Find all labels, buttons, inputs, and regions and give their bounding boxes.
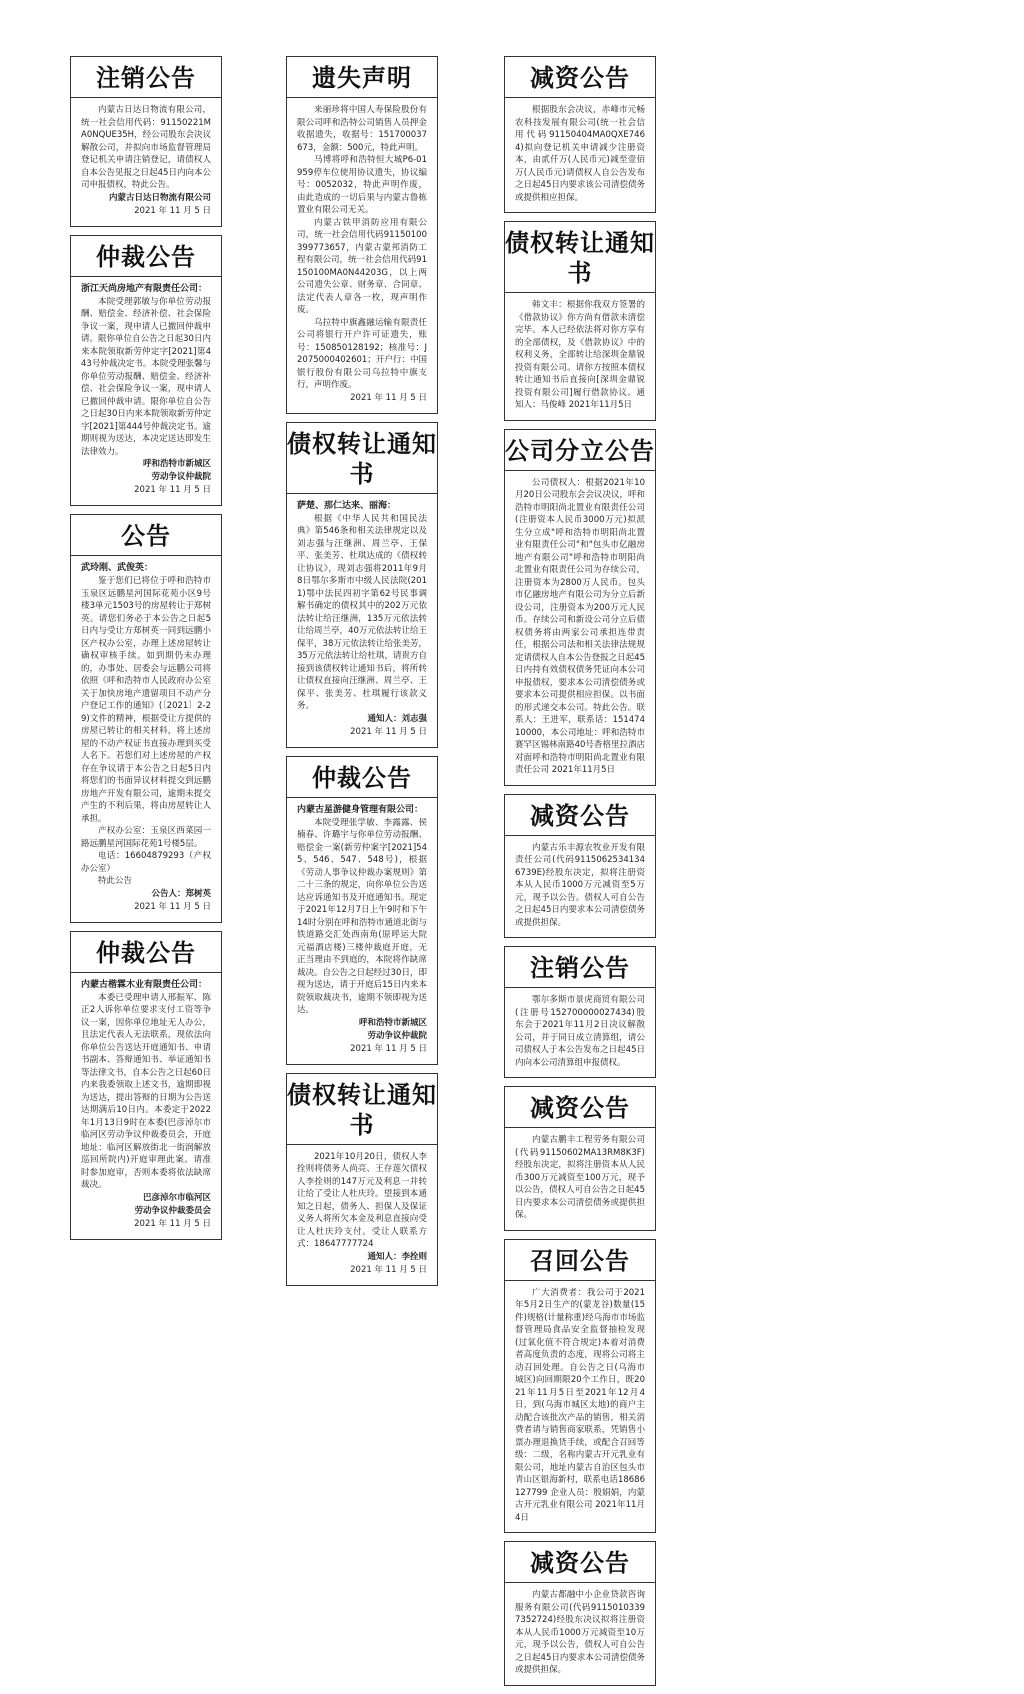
notice-box xyxy=(286,756,438,1065)
notice-signature: 通知人：刘志强 xyxy=(367,713,427,724)
notice-box xyxy=(70,235,222,507)
notice-paragraph: 内蒙古乐丰源农牧业开发有限责任公司(代码91150625341346739E)经股东决定，拟将注册资本从人民币1000万元减资至5万元，现予以公告。债权人可自公告之日起45日内要求本公司清偿债务或提供担保。 xyxy=(515,842,645,928)
notice-paragraph: 本院受理郭敏与你单位劳动报酬、赔偿金、经济补偿、社会保险争议一案，现申请人已撤回仲裁申请。限你单位自公告之日起30日内来本院领取新劳仲定字[2021]第443号仲裁决定书。本院受理张馨与你单位劳动报酬、赔偿金、经济补偿、社会保险争议一案，现申请人已撤回仲裁申请。限你单位自公告之日起30日内来本院领取新劳仲定字[2021]第444号仲裁决定书。逾期则视为送达，本决定送达即发生法律效力。 xyxy=(81,296,211,457)
notice-box xyxy=(286,422,438,748)
notice-addressee: 武玲刚、武俊英： xyxy=(81,563,154,573)
notice-box xyxy=(504,1086,656,1231)
notice-date: 2021 年 11 月 5 日 xyxy=(350,392,427,403)
notice-title: 公告 xyxy=(71,521,221,556)
notice-paragraph: 鄂尔多斯市景虎商贸有限公司(注册号152700000027434)股东会于2021年11月2日决议解散公司，并于同日成立清算组，请公司债权人于本公告发布之日起45日内向本公司清算组申报债权。 xyxy=(515,995,645,1068)
notice-date: 2021 年 11 月 5 日 xyxy=(350,1264,427,1275)
notice-title: 债权转让通知书 xyxy=(287,1080,437,1145)
notice-box xyxy=(504,794,656,939)
notice-signature: 呼和浩特市新城区 xyxy=(142,459,211,469)
notice-paragraph: 韩文丰：根据你我双方签署的《借款协议》你方尚有借款未清偿完毕。本人已经依法将对你方享有的全部债权，及《借款协议》中的权利义务，全部转让给深圳金鼎锐投资有限公司。请你方按照本债权转让通知书后直接向[深圳金鼎锐投资有限公司]履行借款协议。通知人：马俊峰 2021年11月5日 xyxy=(515,300,645,410)
notice-addressee: 内蒙古楷霖木业有限责任公司： xyxy=(81,979,208,990)
notice-box xyxy=(286,56,438,414)
notice-signature: 劳动争议仲裁院 xyxy=(367,1030,427,1041)
notice-title: 减资公告 xyxy=(505,63,655,98)
notice-signature: 通知人：李拴则 xyxy=(367,1251,427,1262)
notice-signature: 劳动争议仲裁委员会 xyxy=(134,1205,211,1216)
notice-title: 减资公告 xyxy=(505,1093,655,1128)
notice-title: 债权转让通知书 xyxy=(505,228,655,293)
notice-title: 仲裁公告 xyxy=(71,242,221,277)
column-middle xyxy=(286,56,438,1294)
notice-date: 2021 年 11 月 5 日 xyxy=(350,1043,427,1054)
notice-box xyxy=(504,1239,656,1534)
notice-paragraph: 内蒙古鹏丰工程劳务有限公司(代码91150602MA13RM8K3F)经股东决定，拟将注册资本从人民币300万元减资至100万元，现予以公告，债权人可自公告之日起45日内要求本公司清偿债务或提供担保。 xyxy=(515,1135,645,1220)
notice-signature: 巴彦淖尔市临河区 xyxy=(142,1192,211,1203)
notice-date: 2021 年 11 月 5 日 xyxy=(134,205,211,216)
notice-box xyxy=(286,1073,438,1286)
notice-date: 2021 年 11 月 5 日 xyxy=(134,1218,211,1229)
notice-paragraph: 内蒙古日达日物流有限公司，统一社会信用代码：91150221MA0NQUE35H，经公司股东会决议解散公司，并拟向市场监督管理局登记机关申请注销登记，请债权人自本公告见报之日起45日内向本公司申报债权，特此公告。 xyxy=(81,105,211,190)
notice-paragraph: 马博将呼和浩特恒大城P6-01959停车位使用协议遗失，协议编号：0052032，特此声明作废，由此造成的一切后果与内蒙古鲁栋置业有限公司无关。 xyxy=(297,155,427,215)
notice-box xyxy=(504,429,656,786)
notice-date: 2021 年 11 月 5 日 xyxy=(134,901,211,912)
notice-title: 仲裁公告 xyxy=(287,763,437,798)
notice-addressee: 浙江天尚房地产有限责任公司： xyxy=(81,283,208,294)
notice-title: 减资公告 xyxy=(505,801,655,836)
notice-title: 公司分立公告 xyxy=(505,436,655,471)
notice-signature: 内蒙古日达日物流有限公司 xyxy=(108,192,211,203)
notice-paragraph: 根据《中华人民共和国民法典》第546条和相关法律规定以及刘志强与汪继洲、周兰亭、王保平、张美芳、杜琪达成的《债权转让协议》，现刘志强将2011年9月8日鄂尔多斯市中级人民法院(2011)鄂中法民四初字第62号民事调解书确定的债权其中的202万元依法转让给汪继洲，135万元依法转让给周兰亭，40万元依法转让给王保平，38万元依法转让给张美芳，35万元依法转让给杜琪，请贵方自接到该债权转让通知书后，将所转让债权直接向汪继洲、周兰亭、王保平、张美芳、杜琪履行该款义务。 xyxy=(297,513,427,711)
notice-title: 减资公告 xyxy=(505,1548,655,1583)
notice-signature: 劳动争议仲裁院 xyxy=(151,472,211,482)
notice-paragraph: 广大消费者：我公司于2021年5月2日生产的(蒙龙谷)数量(15件)规格(计量称重)经乌海市市场监督管理局食品安全监督抽检发现(过氧化值不符合规定)本着对消费者高度负责的态度，现将公司将主动召回处理。自公告之日(乌海市城区)向回期限20个工作日，既2021年11月5日至2021年12月4日，到(乌海市城区太地)的商户主动配合该批次产品的销售，相关消费者请与销售商家联系，凭销售小票办理退换货手续，或配合召回等级：二级，名称内蒙古开元乳业有限公司，地址内蒙古自治区包头市青山区银海新村，联系电话18686127799 企业人员：殷娟娟，内蒙古开元乳业有限公司 2021年11月4日 xyxy=(515,1287,645,1523)
notice-paragraph: 特此公告 xyxy=(98,876,133,886)
notice-box xyxy=(504,56,656,213)
notice-paragraph: 根据股东会决议，赤峰市元畅农科技发展有限公司(统一社会信用代码91150404MA0QXE7464)拟向登记机关申请减少注册资本，由贰仟万(人民币元)减至壹佰万(人民币元)请债权人自公告发布之日起45日内要求该公司清偿债务或提供相应担保。 xyxy=(515,105,645,203)
notice-title: 注销公告 xyxy=(505,953,655,988)
notice-signature: 呼和浩特市新城区 xyxy=(358,1017,427,1028)
notice-box xyxy=(70,56,222,227)
notice-paragraph: 本院受理张学敏、李露露、侯楠春、许璐宇与你单位劳动报酬、赔偿金一案(新劳仲案字[2021]545、546、547、548号)，根据《劳动人事争议仲裁办案规则》第二十三条的规定，向你单位公告送达应诉通知书及开庭通知书。现定于2021年12月7日上午9时和下午14时分别在呼和浩特市通道北街与铁道路交汇处西南角(原呼运大院元福酒店楼)三楼仲裁庭开庭，无正当理由不到庭的，本院将作缺席裁决。自公告之日起经过30日，即视为送达，请于开庭后15日内来本院领取裁决书，逾期不领即视为送达。 xyxy=(297,817,427,1015)
notice-addressee: 内蒙古星游健身管理有限公司： xyxy=(297,804,424,815)
notice-paragraph: 产权办公室：玉泉区西菜园一路远鹏星河国际花苑1号楼5层。 xyxy=(81,826,211,849)
notice-paragraph: 鉴于您们已将位于呼和浩特市玉泉区远鹏星河国际花苑小区9号楼3单元1503号的房屋转让于郑树英。请您们务必于本公告之日起5日内与受让方郑树英一同到远鹏小区产权办公室，办理上述房屋转让确权审核手续。如到期仍未办理的，办事处、居委会与远鹏公司将依照《呼和浩特市人民政府办公室关于加快房地产遗留项目不动产分户登记工作的通知》(〔2021〕2-29)文件的精神，根据受让方提供的房屋已转让的相关材料，将上述房屋的不动产权证书直接办理到买受人名下。若您们对上述房屋的产权存在争议请于本公告之日起5日内将您们的书面异议材料提交到远鹏房地产开发有限公司，逾期未提交产生的不利后果，将由房屋转让人承担。 xyxy=(81,576,211,824)
notice-date: 2021 年 11 月 5 日 xyxy=(350,726,427,737)
notice-paragraph: 2021年10月20日，债权人李拴则将债务人尚亮、王存莲欠债权人李拴则的147万元及利息一并转让给了受让人杜庆玲。望接到本通知之日起，债务人、担保人及保证义务人将所欠本金及利息直接向受让人杜庆玲支付。受让人联系方式：18647777724 xyxy=(297,1151,427,1249)
notice-box xyxy=(70,931,222,1240)
notice-signature: 公告人：郑树英 xyxy=(151,888,211,899)
notice-paragraph: 本委已受理申请人邢振军、陈正2人诉你单位要求支付工资等争议一案，因你单位地址无人办公，且法定代表人无法联系，现依法向你单位公告送达开庭通知书、申请书副本、答辩通知书、举证通知书等法律文书，自本公告之日起60日内来我委领取上述文书，逾期即视为送达，提出答辩的日期为公告送达期满后10日内。本委定于2022年1月13日9时在本委(巴彦淖尔市临河区劳动争议仲裁委员会，开庭地址：临河区解放街北一街润解放巡回所院内)开庭审理此案。请准时参加庭审，否则本委将依法缺席裁决。 xyxy=(81,992,211,1190)
notice-title: 注销公告 xyxy=(71,63,221,98)
notice-title: 债权转让通知书 xyxy=(287,429,437,494)
notice-box xyxy=(504,1541,656,1686)
notice-box xyxy=(504,221,656,421)
column-left xyxy=(70,56,222,1248)
notice-paragraph: 电话：16604879293（产权办公室） xyxy=(81,851,211,874)
notice-box xyxy=(504,946,656,1078)
column-right xyxy=(504,56,656,1694)
notice-paragraph: 乌拉特中旗鑫融运输有限责任公司将银行开户许可证遗失，账号：150850128192；核准号：J2075000402601；开户行：中国银行股份有限公司乌拉特中旗支行，声明作废。 xyxy=(297,317,427,390)
notice-addressee: 萨楚、那仁达来、丽海： xyxy=(297,500,397,511)
notice-date: 2021 年 11 月 5 日 xyxy=(134,485,211,495)
notice-paragraph: 来丽珍将中国人寿保险股份有限公司呼和浩特公司销售人员押金收据遗失，收据号：151700037673，金额：500元，特此声明。 xyxy=(297,105,427,153)
notice-title: 遗失声明 xyxy=(287,63,437,98)
notice-paragraph: 内蒙古都融中小企业贷款咨询服务有限公司(代码91150103397352724)经股东决议拟将注册资本从人民币1000万元减资至10万元，现予以公告，债权人可自公告之日起45日内要求本公司清偿债务或提供担保。 xyxy=(515,1590,645,1675)
notice-box xyxy=(70,514,222,923)
notice-paragraph: 内蒙古铁甲消防应用有限公司，统一社会信用代码91150100399773657，内蒙古蒙邦消防工程有限公司，统一社会信用代码91150100MA0N44203G，以上两公司遗失公章、财务章、合同章、法定代表人章各一枚，现声明作废。 xyxy=(297,217,427,315)
notice-paragraph: 公司债权人：根据2021年10月20日公司股东会会议决议，呼和浩特市明阳尚北置业有限责任公司(注册资本人民币3000万元)拟派生分立成"呼和浩特市明阳尚北置业有限责任公司"和"包头市亿融房地产有限公司"呼和浩特市明阳尚北置业有限责任公司为存续公司，注册资本为2800万人民币。包头市亿融房地产有限公司为分立后新设公司，注册资本为200万元人民币。存续公司和新设公司分立后债权债务将由两家公司承担连带责任，根据公司法和相关法律法规规定请债权人自本公告登报之日起45日内持有效债权债务凭证向本公司申报债权，要求本公司清偿债务或要求本公司提供相应担保。以书面的形式递交本公司。特此公告。联系人：王进军，联系话：15147410000，本公司地址：呼和浩特市赛罕区锡林南路40号香格里拉酒店对面呼和浩特市明阳尚北置业有限责任公司 2021年11月5日 xyxy=(515,477,645,775)
notice-title: 仲裁公告 xyxy=(71,938,221,973)
notice-title: 召回公告 xyxy=(505,1246,655,1281)
